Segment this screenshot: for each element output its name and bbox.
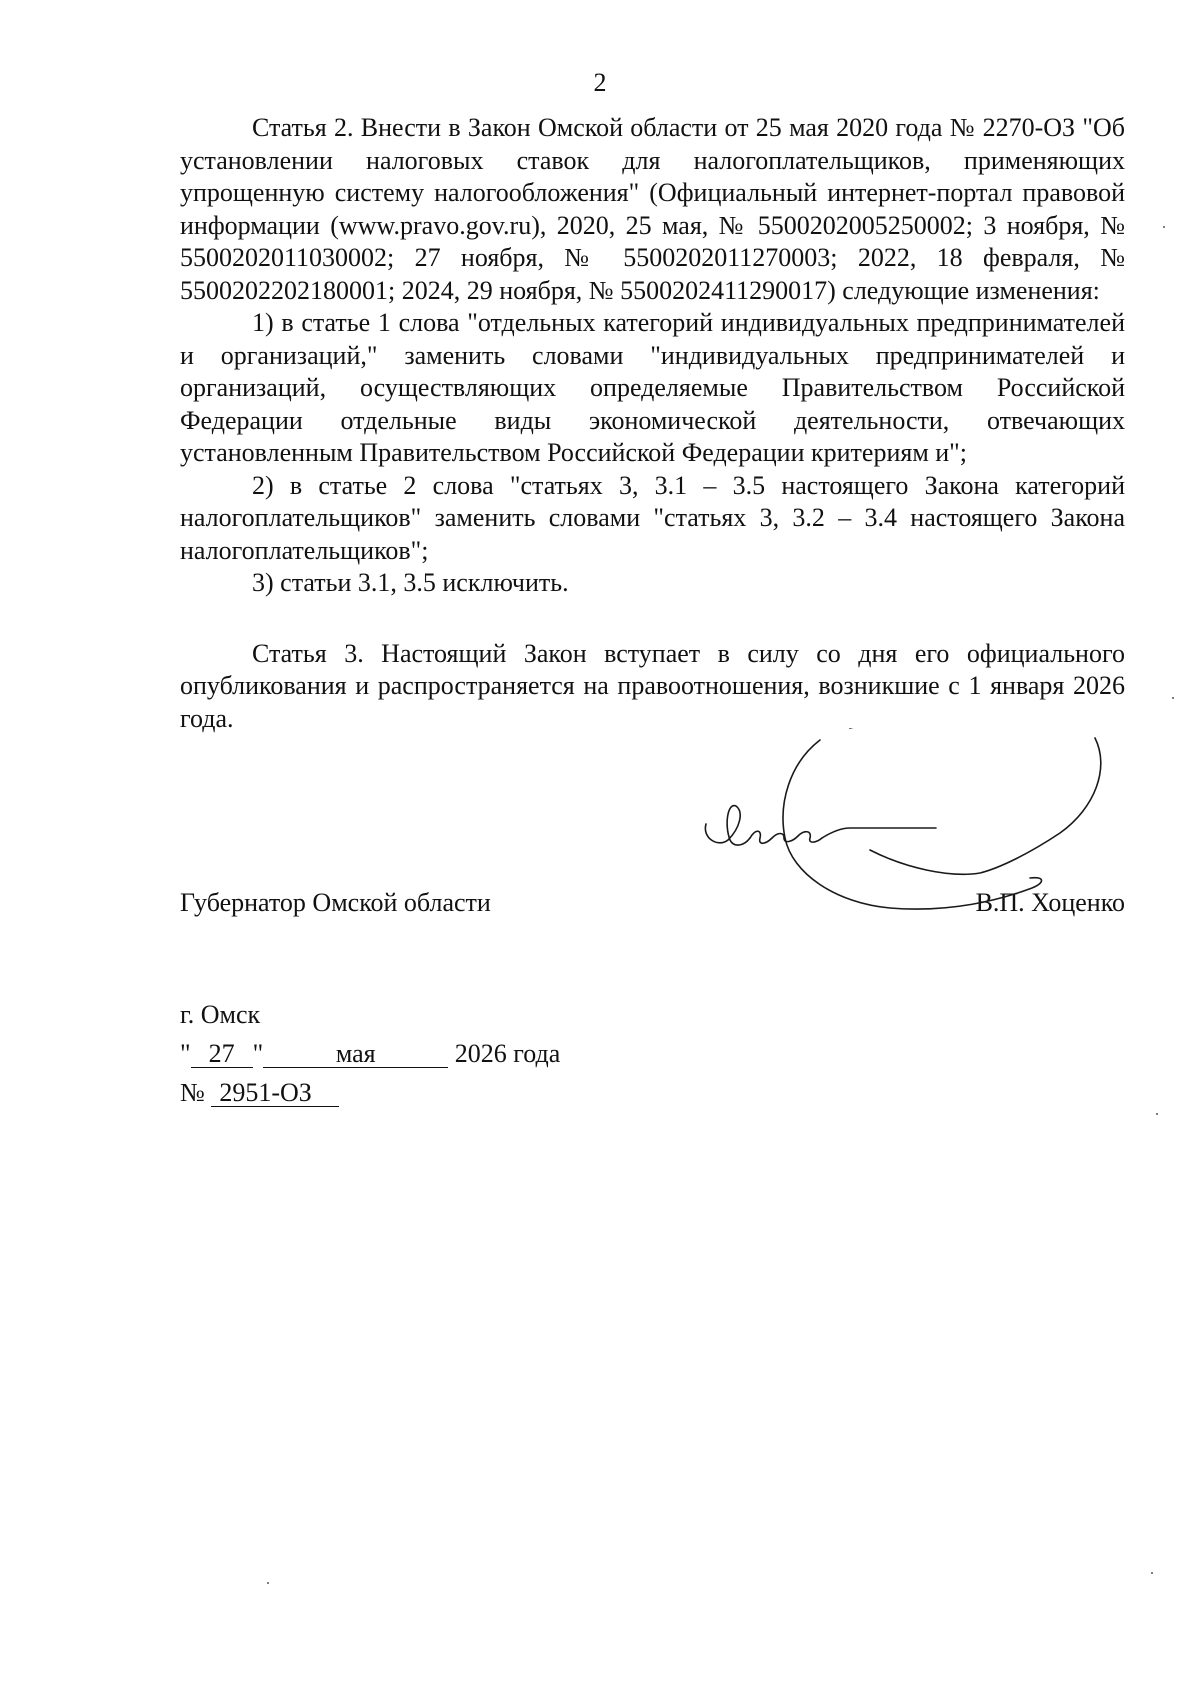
article-2-intro: Статья 2. Внести в Закон Омской области от 25 мая 2020 года № 2270-ОЗ "Об установлении налоговых ставок для налогоплательщиков, применяющих упрощенную систему налогообложения" (Официальный интернет-портал правовой информации (www.pravo.gov.ru), 2020, 25 мая, № 5500202005250002; 3 ноября, № 5500202011030002; 27 ноября, № 5500202011270003; 2022, 18 февраля, № 5500202202180001; 2024, 29 ноября, № 5500202411290017) следующие изменения: xyxy=(180,113,1125,305)
document-footer xyxy=(180,995,560,1112)
quote-close: " xyxy=(252,1039,264,1068)
quote-open: " xyxy=(180,1039,191,1068)
document-body xyxy=(180,112,1125,735)
governor-name: В.П. Хоценко xyxy=(975,888,1125,917)
law-number-line xyxy=(180,1073,560,1112)
article-2-item-3: 3) статьи 3.1, 3.5 исключить. xyxy=(252,568,569,597)
date-line xyxy=(180,1034,560,1073)
handwritten-signature xyxy=(700,728,1140,978)
article-2-item-2: 2) в статье 2 слова "статьях 3, 3.1 – 3.5 настоящего Закона категорий налогоплательщиков" заменить словами "статьях 3, 3.2 – 3.4 настоящего Закона налогоплательщиков"; xyxy=(180,470,1125,565)
article-2-item-1: 1) в статье 1 слова "отдельных категорий индивидуальных предпринимателей и организаций," заменить словами "индивидуальных предпринимателей и организаций, осуществляющих определяемые Правительством Российской Федерации отдельные виды экономической деятельности, отвечающих установленным Правительством Российской Федерации критериям и"; xyxy=(180,308,1125,467)
article-3-text: Статья 3. Настоящий Закон вступает в силу со дня его официального опубликования и распространяется на правоотношения, возникшие с 1 января 2026 года. xyxy=(180,638,1125,733)
governor-title: Губернатор Омской области xyxy=(180,888,491,917)
city-line: г. Омск xyxy=(180,1000,261,1029)
date-year: 2026 года xyxy=(454,1039,561,1068)
date-month: мая xyxy=(263,1041,448,1068)
page-number: 2 xyxy=(593,68,607,97)
paragraph-gap xyxy=(180,600,1125,638)
date-day: 27 xyxy=(191,1041,253,1068)
number-prefix: № xyxy=(180,1078,205,1107)
law-number: 2951-ОЗ xyxy=(211,1080,339,1107)
